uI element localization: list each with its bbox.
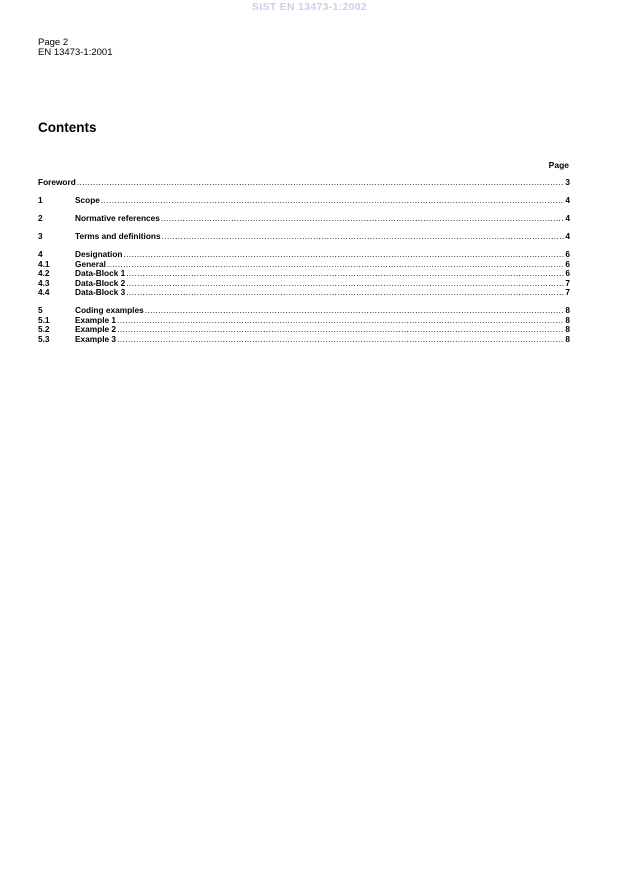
watermark: SIST EN 13473-1:2002 xyxy=(251,1,368,13)
toc-entry-title: Data-Block 3 xyxy=(75,287,126,297)
toc-entry-page: 8 xyxy=(565,333,570,344)
toc-entry-title: Scope xyxy=(75,195,100,205)
toc-entry-page: 7 xyxy=(565,287,570,297)
toc-entry-number: 3 xyxy=(38,231,43,241)
toc-entry-number: 5.2 xyxy=(38,324,50,334)
toc-entry-coding-examples[interactable] xyxy=(38,306,570,316)
toc-entry-number: 2 xyxy=(38,213,43,223)
toc-entry-title: Data-Block 1 xyxy=(75,268,126,278)
dot-leader xyxy=(126,288,564,298)
toc-entry-title: Designation xyxy=(75,249,123,259)
dot-leader xyxy=(145,306,565,316)
toc-entry-number: 4.2 xyxy=(38,268,50,278)
toc-entry-title: Example 2 xyxy=(75,324,117,334)
toc-entry-number: 4.3 xyxy=(38,277,50,288)
dot-leader xyxy=(126,279,564,289)
toc-entry-page: 7 xyxy=(565,277,570,288)
dot-leader xyxy=(77,178,565,188)
toc-entry-number: 5.1 xyxy=(38,314,50,325)
toc-entry-page: 4 xyxy=(565,231,570,241)
dot-leader xyxy=(101,196,564,206)
toc-entry-page: 4 xyxy=(565,213,570,223)
toc-entry-page: 6 xyxy=(565,258,570,269)
toc-entry-title: Example 3 xyxy=(75,333,117,344)
toc-entry-foreword[interactable] xyxy=(38,178,570,188)
dot-leader xyxy=(117,325,564,335)
toc-entry-page: 3 xyxy=(565,177,570,187)
toc-entry-page: 6 xyxy=(565,268,570,278)
document-id: EN 13473-1:2001 xyxy=(38,47,113,58)
toc-entry-example-1[interactable] xyxy=(38,316,570,326)
toc-entry-example-3[interactable] xyxy=(38,335,570,345)
toc-entry-scope[interactable] xyxy=(38,196,570,206)
toc-entry-number: 4.1 xyxy=(38,258,50,269)
toc-entry-designation[interactable] xyxy=(38,250,570,260)
toc-entry-data-block-3[interactable] xyxy=(38,288,570,298)
toc-entry-terms-and-definitions[interactable] xyxy=(38,232,570,242)
toc-entry-title: Foreword xyxy=(38,177,76,187)
toc-entry-page: 4 xyxy=(565,195,570,205)
toc-entry-page: 8 xyxy=(565,305,570,315)
dot-leader xyxy=(126,269,564,279)
toc-entry-number: 4 xyxy=(38,249,43,259)
toc-entry-title: Terms and definitions xyxy=(75,231,161,241)
page-column-label: Page xyxy=(548,160,569,170)
toc-entry-number: 5.3 xyxy=(38,333,50,344)
toc-entry-number: 4.4 xyxy=(38,287,50,297)
toc-entry-page: 6 xyxy=(565,249,570,259)
toc-entry-normative-references[interactable] xyxy=(38,214,570,224)
toc-entry-title: General xyxy=(75,258,106,269)
toc-entry-page: 8 xyxy=(565,324,570,334)
toc-entry-number: 5 xyxy=(38,305,43,315)
table-of-contents xyxy=(38,178,570,344)
contents-title: Contents xyxy=(38,120,97,135)
toc-entry-title: Example 1 xyxy=(75,314,117,325)
toc-entry-title: Coding examples xyxy=(75,305,144,315)
toc-entry-number: 1 xyxy=(38,195,43,205)
dot-leader xyxy=(161,214,565,224)
page-number: Page 2 xyxy=(38,37,69,48)
dot-leader xyxy=(162,232,565,242)
dot-leader xyxy=(117,335,564,345)
dot-leader xyxy=(123,250,564,260)
toc-entry-title: Data-Block 2 xyxy=(75,277,126,288)
page-header xyxy=(38,38,112,58)
toc-entry-example-2[interactable] xyxy=(38,325,570,335)
dot-leader xyxy=(107,260,564,270)
toc-entry-title: Normative references xyxy=(75,213,160,223)
dot-leader xyxy=(117,316,564,326)
toc-entry-page: 8 xyxy=(565,314,570,325)
